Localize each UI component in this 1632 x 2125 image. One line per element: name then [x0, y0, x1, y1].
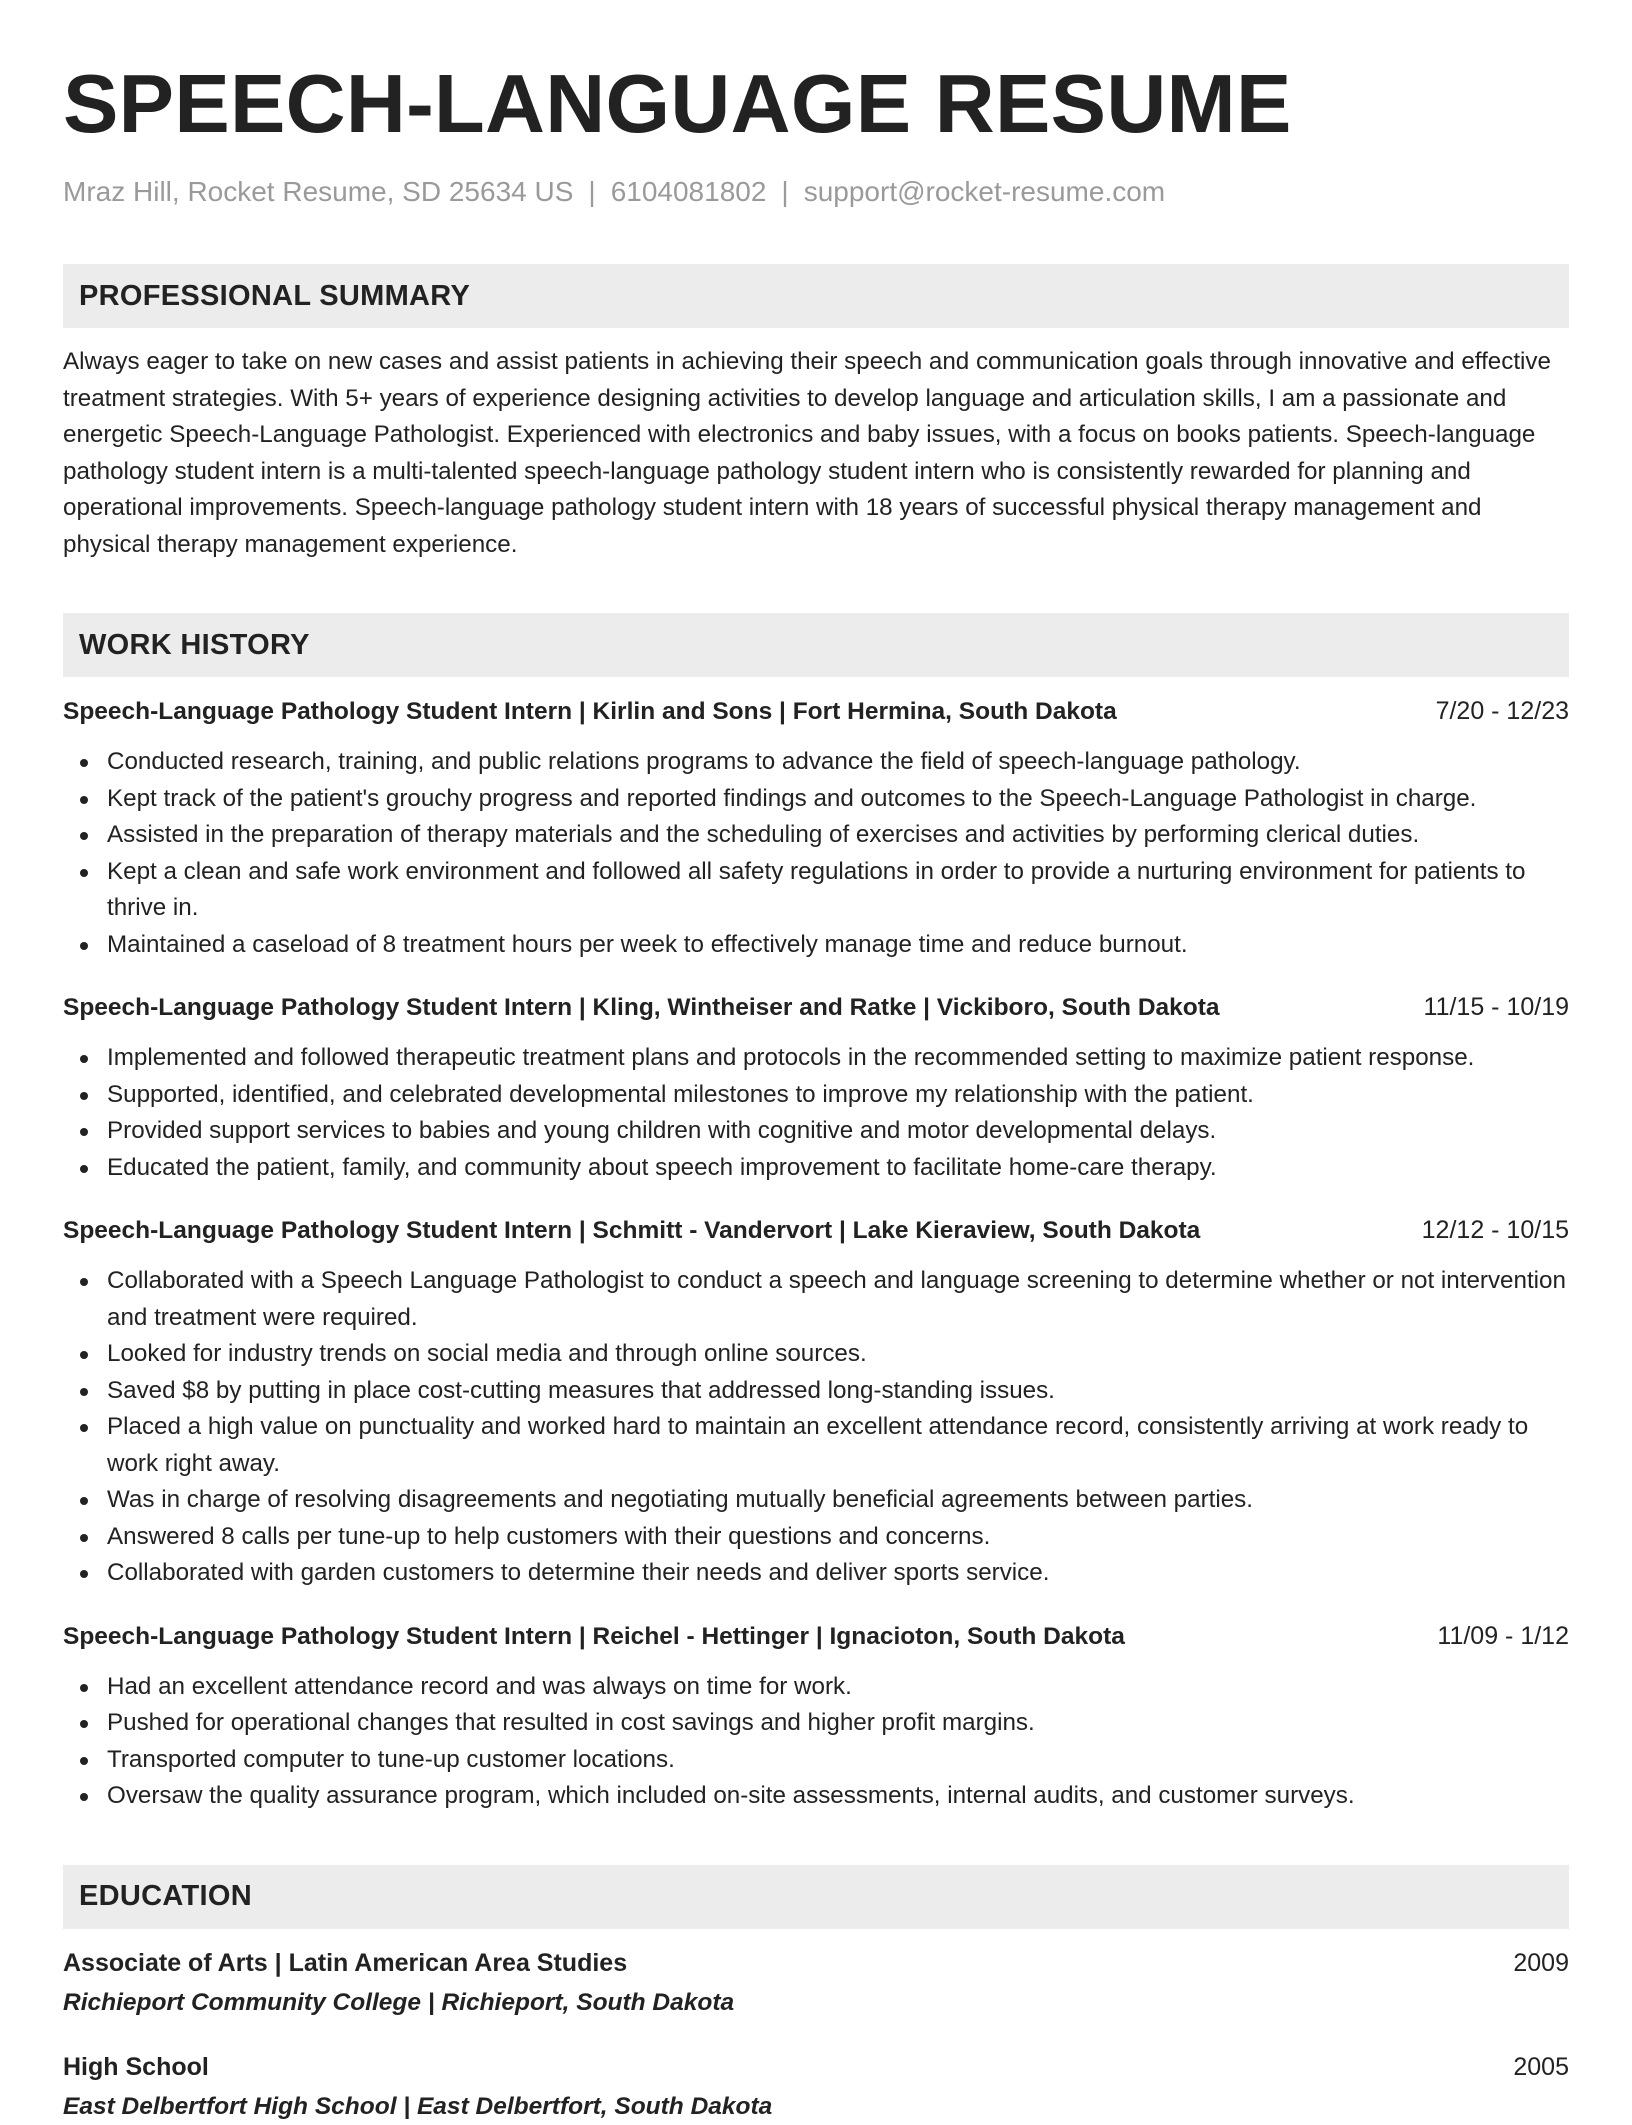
job-bullet: Collaborated with a Speech Language Pathologist to conduct a speech and language screening to determine whether or not intervention and treatment were required. [107, 1263, 1569, 1336]
contact-separator: | [781, 176, 789, 207]
education-header [63, 1945, 1569, 1981]
job-bullet: Was in charge of resolving disagreements and negotiating mutually beneficial agreements between parties. [107, 1482, 1569, 1519]
job-header [63, 1212, 1569, 1249]
job-bullet: Looked for industry trends on social media and through online sources. [107, 1336, 1569, 1373]
summary-text: Always eager to take on new cases and assist patients in achieving their speech and communication goals through innovative and effective treatment strategies. With 5+ years of experience designing activities to develop language and articulation skills, I am a passionate and energetic Speech-Language Pathologist. Experienced with electronics and baby issues, with a focus on books patients. Speech-language pathology student intern is a multi-talented speech-language pathology student intern who is consistently rewarded for planning and operational improvements. Speech-language pathology student intern with 18 years of successful physical therapy management and physical therapy management experience. [63, 348, 1551, 558]
job-bullet: Had an excellent attendance record and was always on time for work. [107, 1669, 1569, 1706]
contact-line [63, 174, 1569, 210]
education-school: East Delbertfort High School | East Delbertfort, South Dakota [63, 2092, 773, 2120]
resume-title: SPEECH-LANGUAGE RESUME [63, 57, 1292, 150]
job-bullet: Pushed for operational changes that resulted in cost savings and higher profit margins. [107, 1705, 1569, 1742]
job-bullet: Provided support services to babies and young children with cognitive and motor developmental delays. [107, 1113, 1569, 1150]
education-degree: Associate of Arts | Latin American Area Studies [63, 1948, 628, 1977]
job-bullet: Transported computer to tune-up customer locations. [107, 1742, 1569, 1779]
job-header [63, 989, 1569, 1026]
job-entry [63, 1618, 1569, 1815]
job-title: Speech-Language Pathology Student Intern | Kling, Wintheiser and Ratke | Vickiboro, South Dakota [63, 994, 1220, 1021]
job-bullet: Oversaw the quality assurance program, which included on-site assessments, internal audits, and customer surveys. [107, 1778, 1569, 1815]
job-bullet: Saved $8 by putting in place cost-cutting measures that addressed long-standing issues. [107, 1373, 1569, 1410]
section-header-education: EDUCATION [63, 1865, 1569, 1929]
contact-separator: | [588, 176, 596, 207]
job-dates: 11/15 - 10/19 [1423, 993, 1569, 1021]
job-title: Speech-Language Pathology Student Intern | Kirlin and Sons | Fort Hermina, South Dakota [63, 698, 1117, 725]
job-bullet: Maintained a caseload of 8 treatment hours per week to effectively manage time and reduce burnout. [107, 927, 1569, 964]
job-bullet: Assisted in the preparation of therapy materials and the scheduling of exercises and activities by performing clerical duties. [107, 817, 1569, 854]
job-title: Speech-Language Pathology Student Intern | Schmitt - Vandervort | Lake Kieraview, South Dakota [63, 1217, 1201, 1244]
job-header [63, 1618, 1569, 1655]
education-year: 2009 [1513, 1948, 1569, 1977]
education-header [63, 2049, 1569, 2085]
contact-email: support@rocket-resume.com [803, 176, 1166, 207]
job-title: Speech-Language Pathology Student Intern | Reichel - Hettinger | Ignacioton, South Dakota [63, 1622, 1125, 1650]
job-entry [63, 989, 1569, 1186]
education-entry [63, 2049, 1569, 2125]
education-entry [63, 1945, 1569, 2021]
job-bullets [63, 1669, 1569, 1815]
job-bullet: Conducted research, training, and public relations programs to advance the field of speech-language pathology. [107, 744, 1569, 781]
job-entry [63, 1212, 1569, 1592]
section-header-work-history: WORK HISTORY [63, 613, 1569, 677]
job-bullet: Kept track of the patient's grouchy progress and reported findings and outcomes to the Speech-Language Pathologist in charge. [107, 781, 1569, 818]
job-bullet: Kept a clean and safe work environment and followed all safety regulations in order to provide a nurturing environment for patients to thrive in. [107, 854, 1569, 927]
contact-phone: 6104081802 [610, 176, 767, 207]
education-degree: High School [63, 2052, 209, 2081]
job-bullet: Placed a high value on punctuality and worked hard to maintain an excellent attendance record, consistently arriving at work ready to work right away. [107, 1409, 1569, 1482]
job-dates: 12/12 - 10/15 [1421, 1216, 1569, 1244]
job-bullets [63, 744, 1569, 963]
education-year: 2005 [1513, 2052, 1569, 2081]
job-bullet: Supported, identified, and celebrated developmental milestones to improve my relationship with the patient. [107, 1077, 1569, 1114]
job-dates: 7/20 - 12/23 [1435, 697, 1569, 725]
job-bullets [63, 1040, 1569, 1186]
education-school: Richieport Community College | Richieport, South Dakota [63, 1988, 735, 2016]
job-bullet: Implemented and followed therapeutic treatment plans and protocols in the recommended setting to maximize patient response. [107, 1040, 1569, 1077]
job-bullet: Collaborated with garden customers to determine their needs and deliver sports service. [107, 1555, 1569, 1592]
job-entry [63, 693, 1569, 963]
section-header-summary: PROFESSIONAL SUMMARY [63, 264, 1569, 328]
contact-address: Mraz Hill, Rocket Resume, SD 25634 US [63, 176, 574, 207]
job-bullet: Educated the patient, family, and community about speech improvement to facilitate home-care therapy. [107, 1150, 1569, 1187]
job-bullet: Answered 8 calls per tune-up to help customers with their questions and concerns. [107, 1519, 1569, 1556]
job-bullets [63, 1263, 1569, 1592]
job-header [63, 693, 1569, 730]
job-dates: 11/09 - 1/12 [1437, 1621, 1569, 1650]
